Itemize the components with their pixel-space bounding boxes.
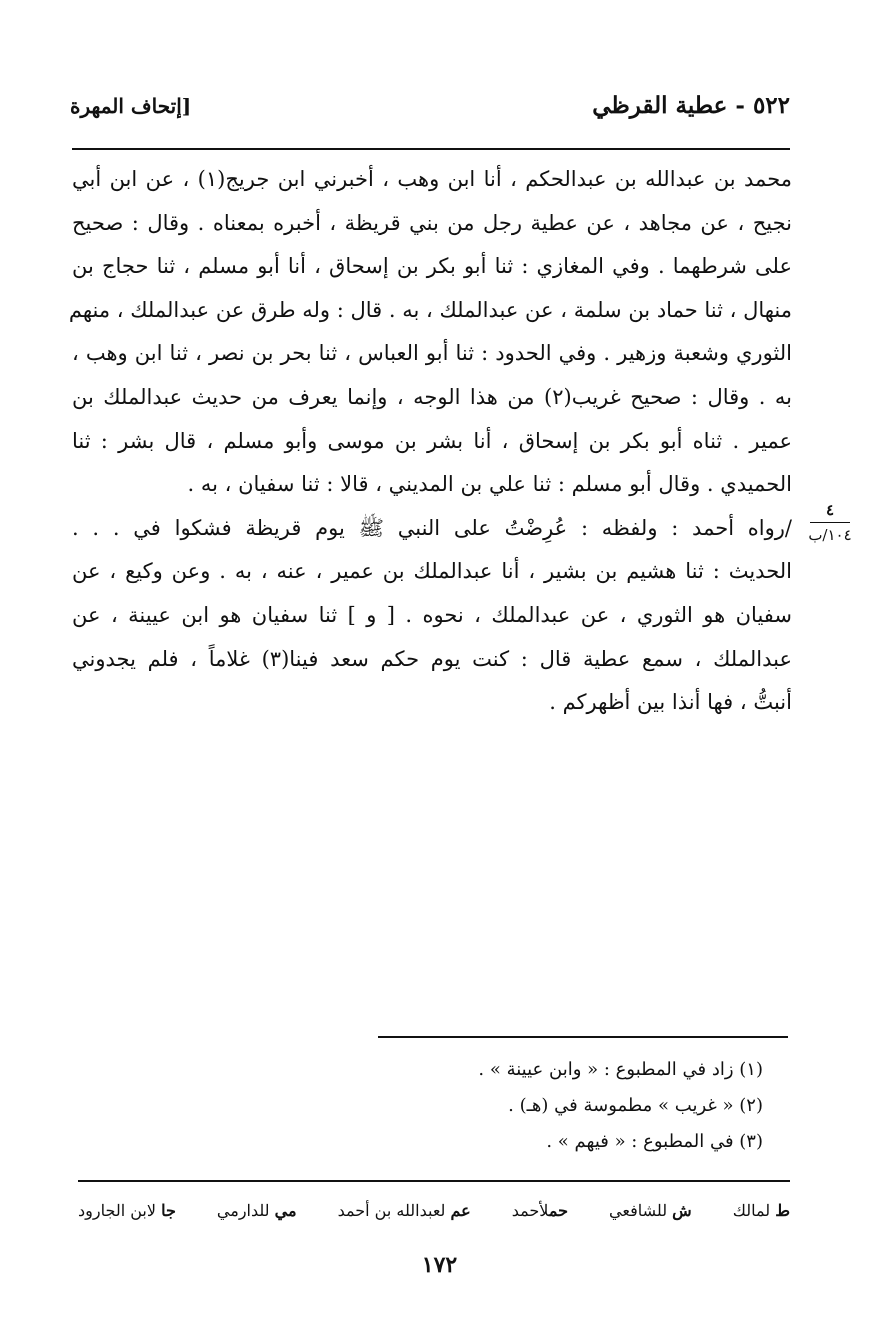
text-line: عمير . ثناه أبو بكر بن إسحاق ، أنا بشر بن موسى وأبو مسلم ، قال بشر : ثنا: [72, 428, 792, 453]
footnote-divider: [378, 1036, 788, 1038]
text-line: به . وقال : صحيح غريب(٢) من هذا الوجه ، وإنما يعرف من حديث عبدالملك بن: [72, 384, 793, 409]
abbreviation-label: للدارمي: [216, 1200, 270, 1220]
book-title: [إتحاف المهرة: [70, 94, 192, 118]
abbreviation-item: [609, 1201, 692, 1220]
main-text-block: [68, 158, 793, 725]
text-line: أنبتُّ ، فها أنذا بين أظهركم .: [549, 690, 792, 715]
abbreviation-label: لابن الجارود: [78, 1200, 156, 1220]
footnote-1: (١) زاد في المطبوع : « وابن عيينة » .: [478, 1059, 763, 1080]
abbreviation-code: جا: [161, 1200, 176, 1220]
abbreviation-item: [512, 1201, 568, 1220]
abbreviation-code: عم: [450, 1200, 471, 1220]
abbreviation-label: لعبدالله بن أحمد: [337, 1200, 446, 1220]
abbreviation-item: [78, 1201, 176, 1220]
abbreviation-item: [338, 1201, 471, 1220]
abbreviation-code: ط: [775, 1200, 790, 1220]
footnotes: [363, 1052, 763, 1160]
abbreviation-code: مي: [274, 1200, 297, 1220]
manuscript-folio-note: [800, 500, 860, 545]
abbreviation-label: لأحمد: [511, 1200, 549, 1220]
page-number: ١٧٢: [421, 1252, 458, 1278]
text-line: الحميدي . وقال أبو مسلم : ثنا علي بن المديني ، قالا : ثنا سفيان ، به .: [187, 472, 792, 497]
text-line: محمد بن عبدالله بن عبدالحكم ، أنا ابن وهب ، أخبرني ابن جريج(١) ، عن ابن أبي: [72, 167, 792, 191]
folio-volume: ٤: [825, 501, 835, 519]
abbreviation-label: للشافعي: [609, 1200, 668, 1220]
text-line: سفيان هو الثوري ، عن عبدالملك ، نحوه . [ و ] ثنا سفيان هو ابن عيينة ، عن: [72, 602, 792, 627]
text-line: /رواه أحمد : ولفظه : عُرِضْتُ على النبي ﷺ يوم قريظة فشكوا في . . .: [72, 515, 792, 540]
folio-divider: [810, 522, 850, 523]
abbreviation-item: [733, 1201, 790, 1220]
text-line: عبدالملك ، سمع عطية قال : كنت يوم حكم سعد فينا(٣) غلاماً ، فلم يجدوني: [72, 646, 792, 671]
abbreviation-code: حم: [548, 1200, 568, 1220]
text-line: الثوري وشعبة وزهير . وفي الحدود : ثنا أبو العباس ، ثنا بحر بن نصر ، ثنا ابن وهب ،: [72, 341, 792, 366]
abbreviation-key: [78, 1192, 790, 1228]
footnote-3: (٣) في المطبوع : « فيهم » .: [546, 1131, 763, 1152]
footnote-2: (٢) « غريب » مطموسة في (هـ) .: [508, 1095, 763, 1116]
text-line: نجيح ، عن مجاهد ، عن عطية رجل من بني قريظة ، أخبره بمعناه . وقال : صحيح: [72, 210, 792, 235]
text-line: الحديث : ثنا هشيم بن بشير ، أنا عبدالملك بن عمير ، عنه ، به . وعن وكيع ، عن: [72, 559, 792, 584]
abbreviation-code: ش: [672, 1200, 692, 1220]
folio-page: ١٠٤/ب: [808, 526, 852, 544]
key-divider: [78, 1180, 790, 1182]
text-line: على شرطهما . وفي المغازي : ثنا أبو بكر بن إسحاق ، أنا أبو مسلم ، ثنا حجاج بن: [72, 254, 792, 279]
abbreviation-item: [217, 1201, 297, 1220]
text-line: منهال ، ثنا حماد بن سلمة ، عن عبدالملك ، به . قال : وله طرق عن عبدالملك ، منهم: [68, 297, 792, 322]
header-divider: [72, 148, 790, 150]
running-header: [70, 92, 790, 136]
chapter-title: ٥٢٢ - عطية القرظي: [592, 92, 790, 119]
abbreviation-label: لمالك: [732, 1200, 771, 1220]
